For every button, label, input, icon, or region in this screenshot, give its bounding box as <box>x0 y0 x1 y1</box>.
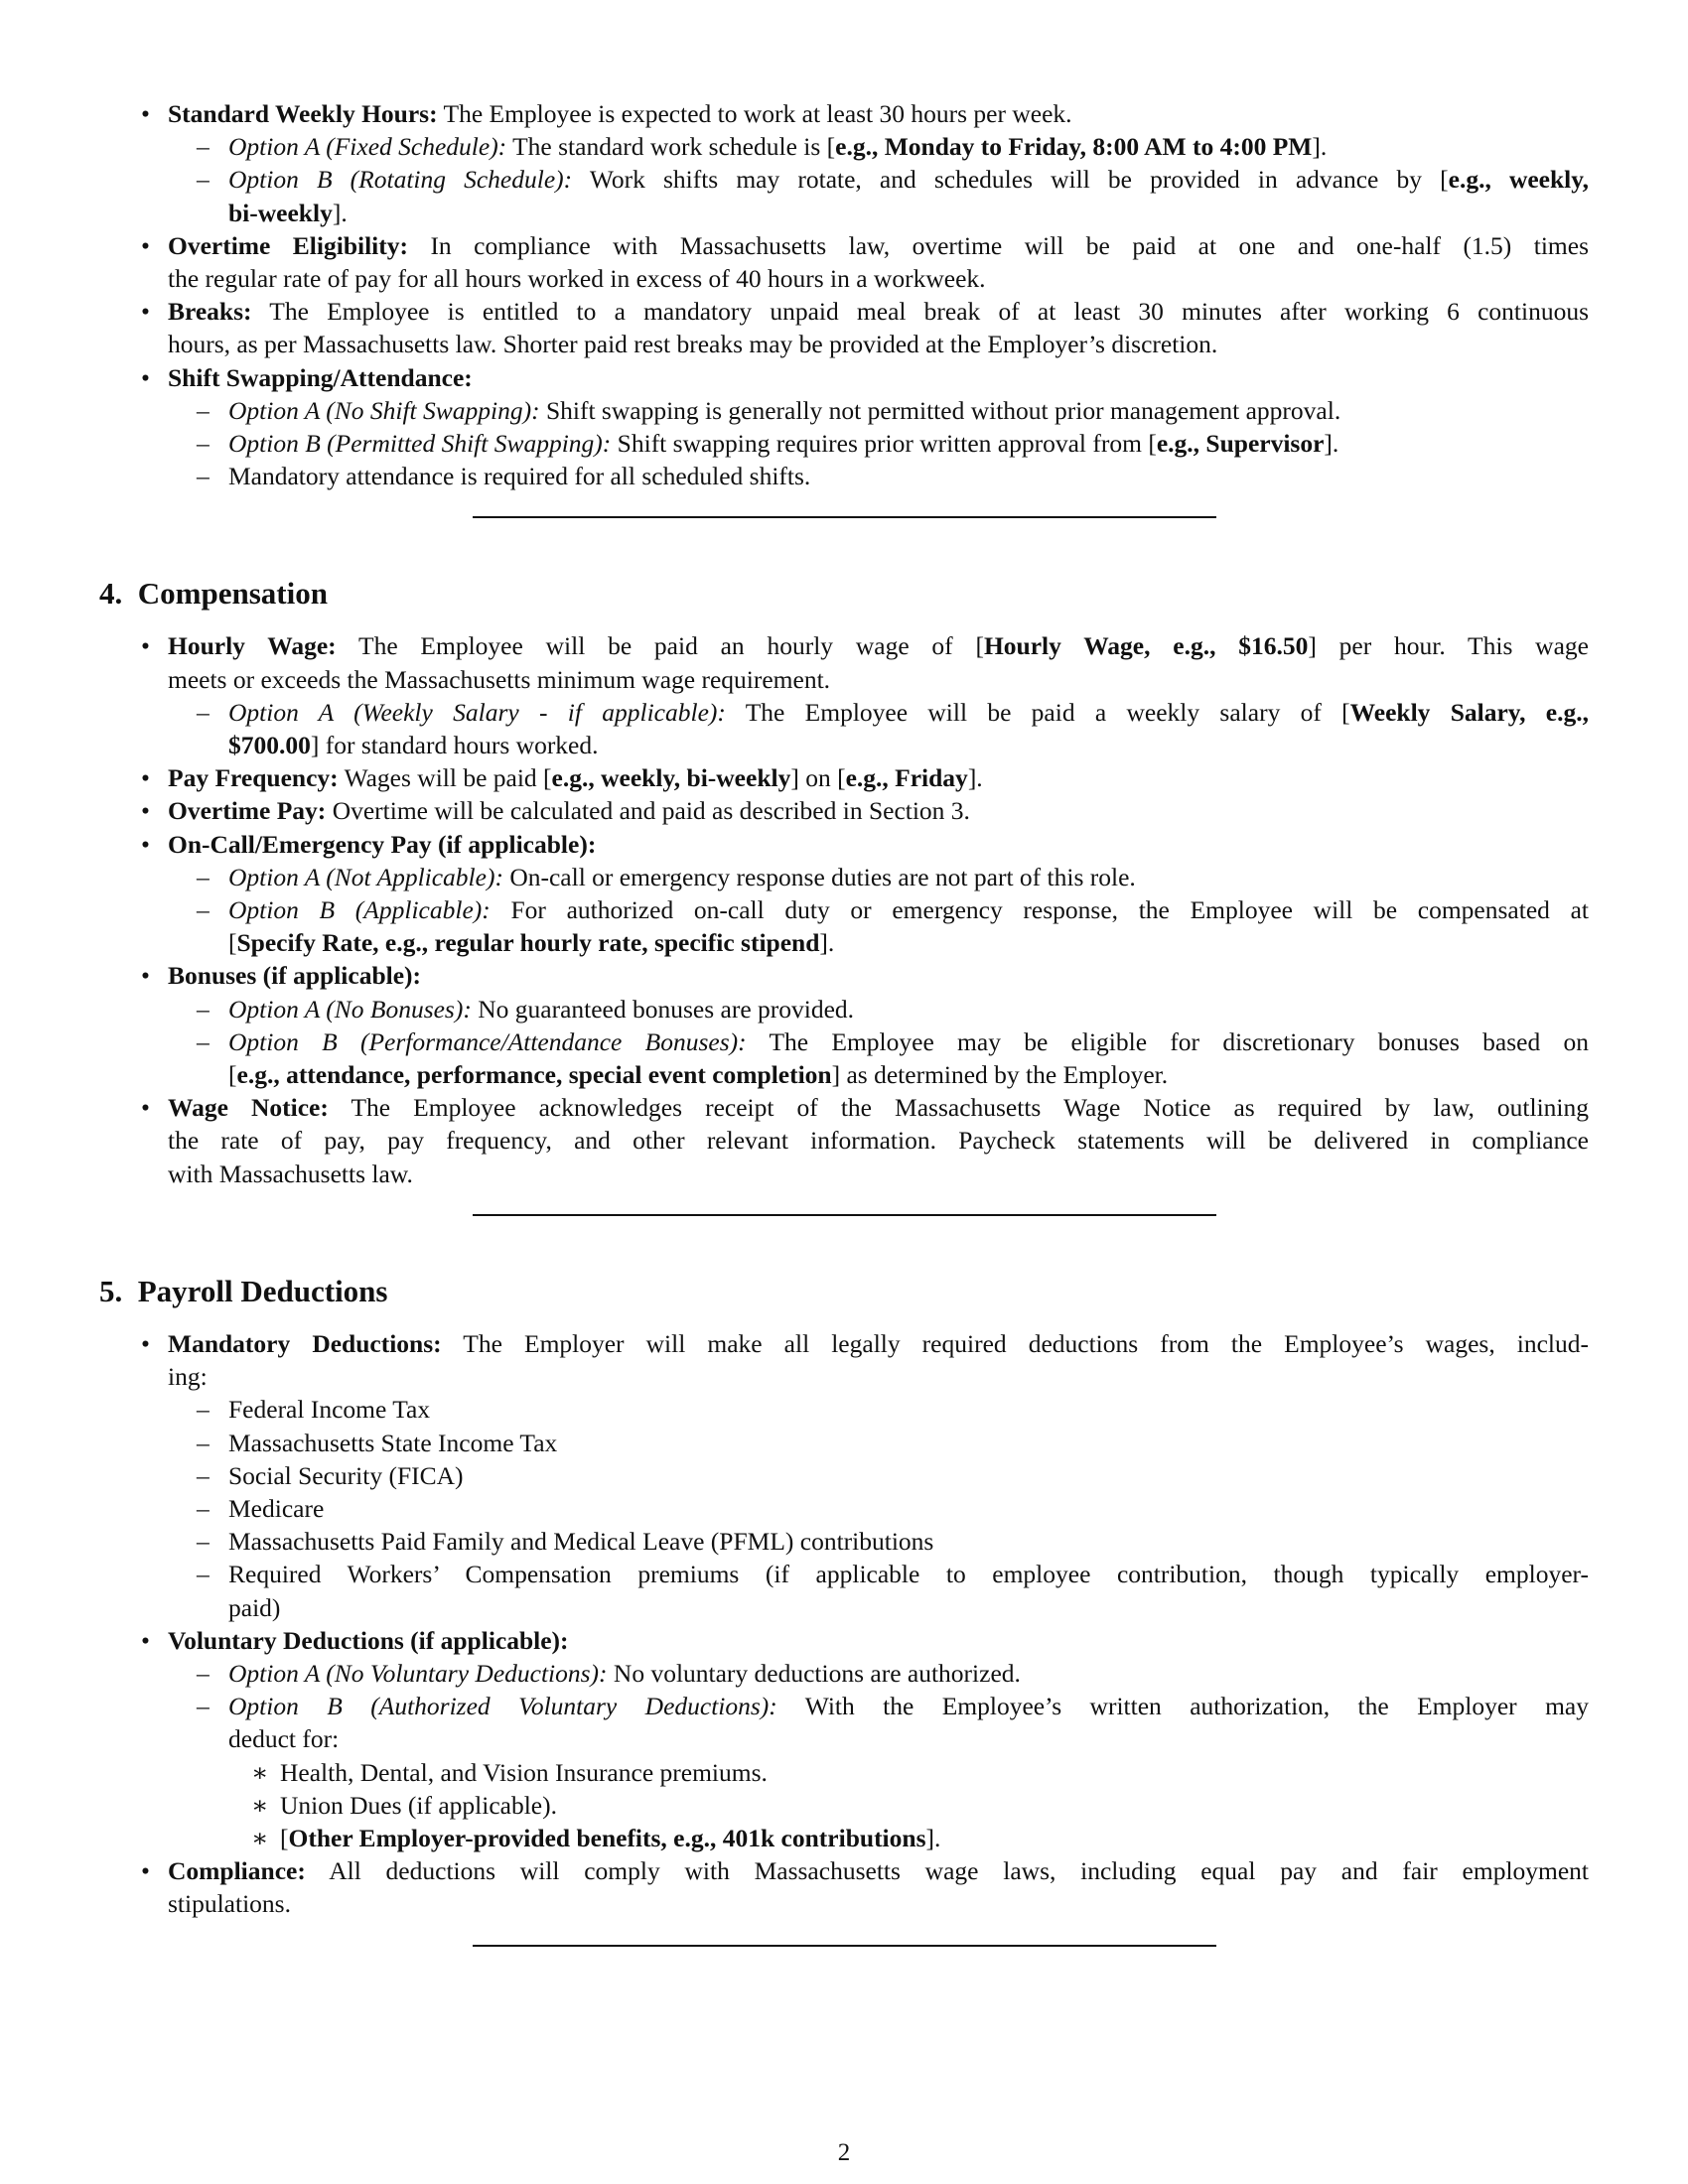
sub-list-item: – Required Workers’ Compensation premiums (if applicable to employee contribution, though typically employer- paid) <box>197 1560 1589 1622</box>
sub-list-item: – Option A (No Shift Swapping): Shift swapping is generally not permitted without prior management approval. <box>197 395 1341 425</box>
section-divider <box>473 1945 1216 1947</box>
sub-list-item: – Medicare <box>197 1493 325 1523</box>
list-item: • On-Call/Emergency Pay (if applicable): <box>141 829 597 859</box>
sub-list-item: – Option B (Applicable): For authorized on-call duty or emergency response, the Employee will be compensated at [Specify Rate, e.g., regular hourly rate, specific stipend]. <box>197 895 1589 958</box>
list-item: • Wage Notice: The Employee acknowledges receipt of the Massachusetts Wage Notice as required by law, outlining the rate of pay, pay frequency, and other relevant information. Paycheck statements will be delivered in compliance with Massachusetts law. <box>141 1093 1589 1188</box>
sub-sub-list-item: ∗ Union Dues (if applicable). <box>251 1790 557 1820</box>
sub-list-item: – Massachusetts Paid Family and Medical Leave (PFML) contributions <box>197 1527 934 1557</box>
list-item: • Overtime Eligibility: In compliance with Massachusetts law, overtime will be paid at one and one-half (1.5) times the regular rate of pay for all hours worked in excess of 40 hours in a workweek. <box>141 230 1589 294</box>
section-3-list <box>99 97 1589 492</box>
sub-list-item: – Option B (Performance/Attendance Bonuses): The Employee may be eligible for discretionary bonuses based on [e.g., attendance, performance, special event completion] as determined by the Employer. <box>197 1026 1589 1090</box>
section-divider <box>473 1214 1216 1216</box>
list-item: • Voluntary Deductions (if applicable): <box>141 1625 569 1655</box>
section-5-heading: 5. Payroll Deductions <box>99 1273 388 1308</box>
list-item: • Mandatory Deductions: The Employer will make all legally required deductions from the Employee’s wages, includ- ing: <box>141 1328 1589 1392</box>
page-number: 2 <box>837 2139 851 2166</box>
list-item: • Compliance: All deductions will comply with Massachusetts wage laws, including equal pay and fair employment stipulations. <box>141 1856 1590 1919</box>
list-item: • Hourly Wage: The Employee will be paid an hourly wage of [Hourly Wage, e.g., $16.50] per hour. This wage meets or exceeds the Massachusetts minimum wage requirement. <box>141 631 1589 694</box>
sub-list-item: – Option A (Fixed Schedule): The standard work schedule is [e.g., Monday to Friday, 8:00 AM to 4:00 PM]. <box>197 132 1328 162</box>
sub-list-item: – Federal Income Tax <box>197 1395 431 1425</box>
list-item: • Standard Weekly Hours: The Employee is expected to work at least 30 hours per week. <box>99 97 1589 130</box>
section-4-heading: 4. Compensation <box>99 576 328 612</box>
list-item: • Bonuses (if applicable): <box>141 961 422 991</box>
sub-list-item: – Option B (Authorized Voluntary Deductions): With the Employee’s written authorization, the Employer may deduct for: <box>197 1692 1589 1754</box>
list-item: • Shift Swapping/Attendance: <box>141 362 473 392</box>
sub-list-item: – Option B (Permitted Shift Swapping): Shift swapping requires prior written approval from [e.g., Supervisor]. <box>197 429 1339 459</box>
list-item: • Breaks: The Employee is entitled to a mandatory unpaid meal break of at least 30 minutes after working 6 continuous hours, as per Massachusetts law. Shorter paid rest breaks may be provided at the Employer’s discretion. <box>141 297 1589 359</box>
sub-list-item: – Option A (Not Applicable): On-call or emergency response duties are not part of this role. <box>197 862 1136 891</box>
section-5-list <box>99 1327 1589 1921</box>
section-4-list <box>99 629 1589 1189</box>
document-page <box>99 97 1589 1947</box>
sub-list-item: – Option A (No Bonuses): No guaranteed bonuses are provided. <box>197 994 855 1024</box>
sub-list-item: – Social Security (FICA) <box>197 1460 464 1490</box>
sub-sub-list-item: ∗ [Other Employer-provided benefits, e.g., 401k contributions]. <box>251 1823 941 1852</box>
list-item: • Overtime Pay: Overtime will be calculated and paid as described in Section 3. <box>141 796 970 826</box>
bullet: • <box>141 99 150 128</box>
sub-list-item: – Mandatory attendance is required for all scheduled shifts. <box>197 462 811 491</box>
sub-list-item: – Option A (No Voluntary Deductions): No voluntary deductions are authorized. <box>197 1658 1021 1688</box>
sub-sub-list-item: ∗ Health, Dental, and Vision Insurance premiums. <box>251 1757 768 1787</box>
section-divider <box>473 516 1216 518</box>
sub-list-item: – Massachusetts State Income Tax <box>197 1428 558 1457</box>
list-item: • Pay Frequency: Wages will be paid [e.g., weekly, bi-weekly] on [e.g., Friday]. <box>141 763 983 793</box>
sub-list-item: – Option A (Weekly Salary - if applicable): The Employee will be paid a weekly salary of [Weekly Salary, e.g., $700.00] for standard hours worked. <box>197 697 1589 760</box>
sub-list-item: – Option B (Rotating Schedule): Work shifts may rotate, and schedules will be provided in advance by [e.g., weekly, bi-weekly]. <box>197 165 1589 227</box>
